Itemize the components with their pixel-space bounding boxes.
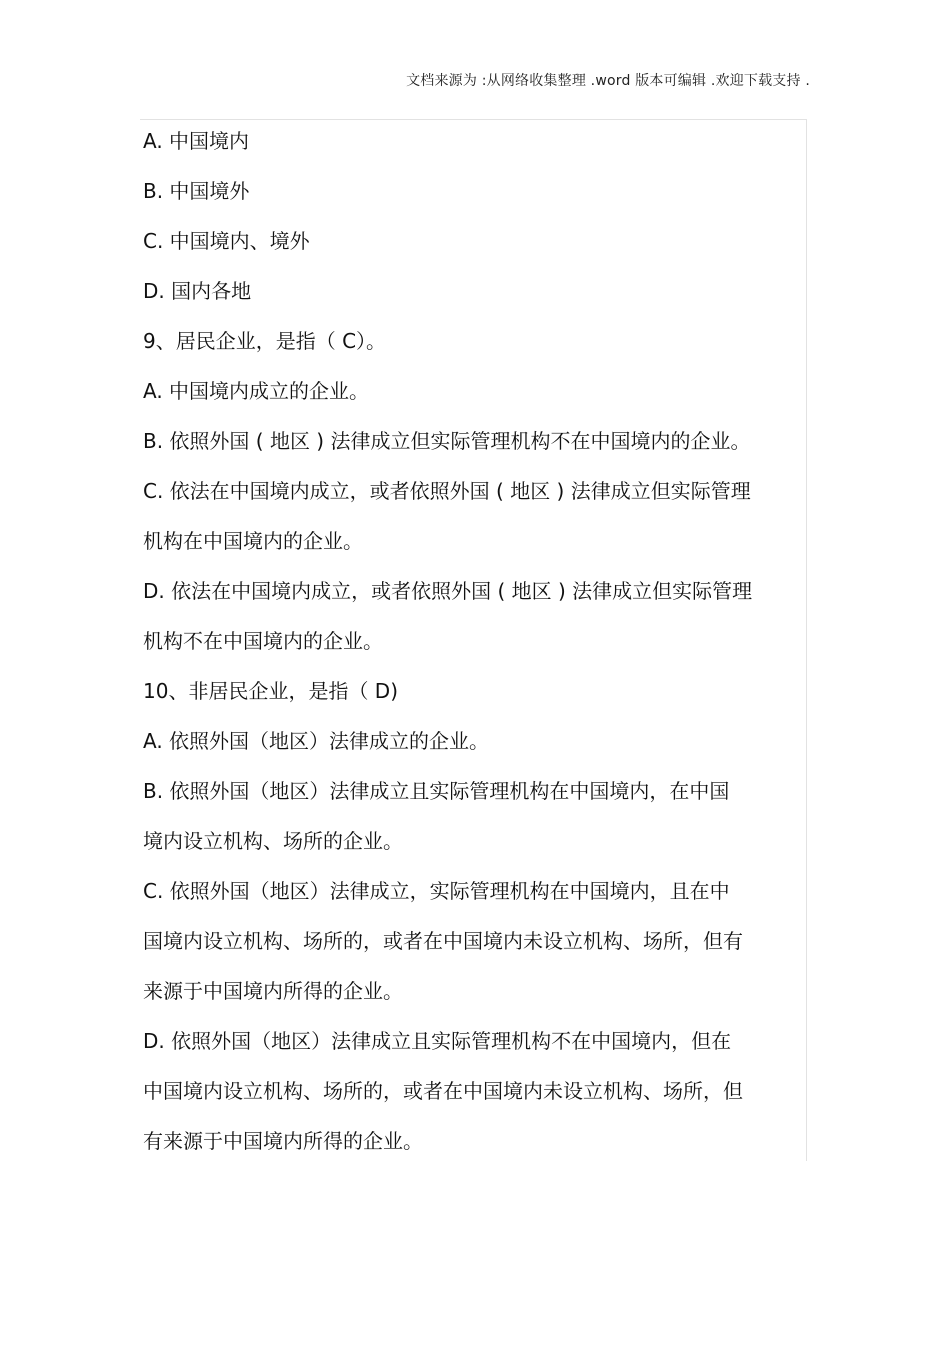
option-line: B. 依照外国（地区）法律成立且实际管理机构在中国境内，在中国 — [143, 779, 730, 803]
option-line: B. 依照外国 ( 地区 ) 法律成立但实际管理机构不在中国境内的企业。 — [143, 429, 751, 453]
option-line-continued: 有来源于中国境内所得的企业。 — [143, 1129, 423, 1153]
option-line: A. 依照外国（地区）法律成立的企业。 — [143, 729, 490, 753]
option-line-continued: 境内设立机构、场所的企业。 — [143, 829, 403, 853]
option-line-continued: 中国境内设立机构、场所的，或者在中国境内未设立机构、场所，但 — [143, 1079, 743, 1103]
option-line: D. 依法在中国境内成立，或者依照外国 ( 地区 ) 法律成立但实际管理 — [143, 579, 753, 603]
frame-border-right — [806, 119, 807, 1161]
question-10: 10、非居民企业，是指（ D) — [143, 679, 399, 703]
option-line: A. 中国境内 — [143, 129, 250, 153]
document-body — [143, 116, 798, 1166]
option-line-continued: 机构不在中国境内的企业。 — [143, 629, 383, 653]
option-line: D. 依照外国（地区）法律成立且实际管理机构不在中国境内，但在 — [143, 1029, 732, 1053]
page-header: 文档来源为 :从网络收集整理 .word 版本可编辑 .欢迎下载支持 . — [406, 73, 810, 89]
question-9: 9、居民企业，是指（ C）。 — [143, 329, 387, 353]
option-line: D. 国内各地 — [143, 279, 252, 303]
option-line: A. 中国境内成立的企业。 — [143, 379, 370, 403]
option-line: B. 中国境外 — [143, 179, 250, 203]
option-line: C. 依法在中国境内成立，或者依照外国 ( 地区 ) 法律成立但实际管理 — [143, 479, 751, 503]
option-line-continued: 机构在中国境内的企业。 — [143, 529, 363, 553]
option-line-continued: 国境内设立机构、场所的，或者在中国境内未设立机构、场所，但有 — [143, 929, 743, 953]
option-line: C. 中国境内、境外 — [143, 229, 310, 253]
option-line: C. 依照外国（地区）法律成立，实际管理机构在中国境内，且在中 — [143, 879, 730, 903]
option-line-continued: 来源于中国境内所得的企业。 — [143, 979, 403, 1003]
